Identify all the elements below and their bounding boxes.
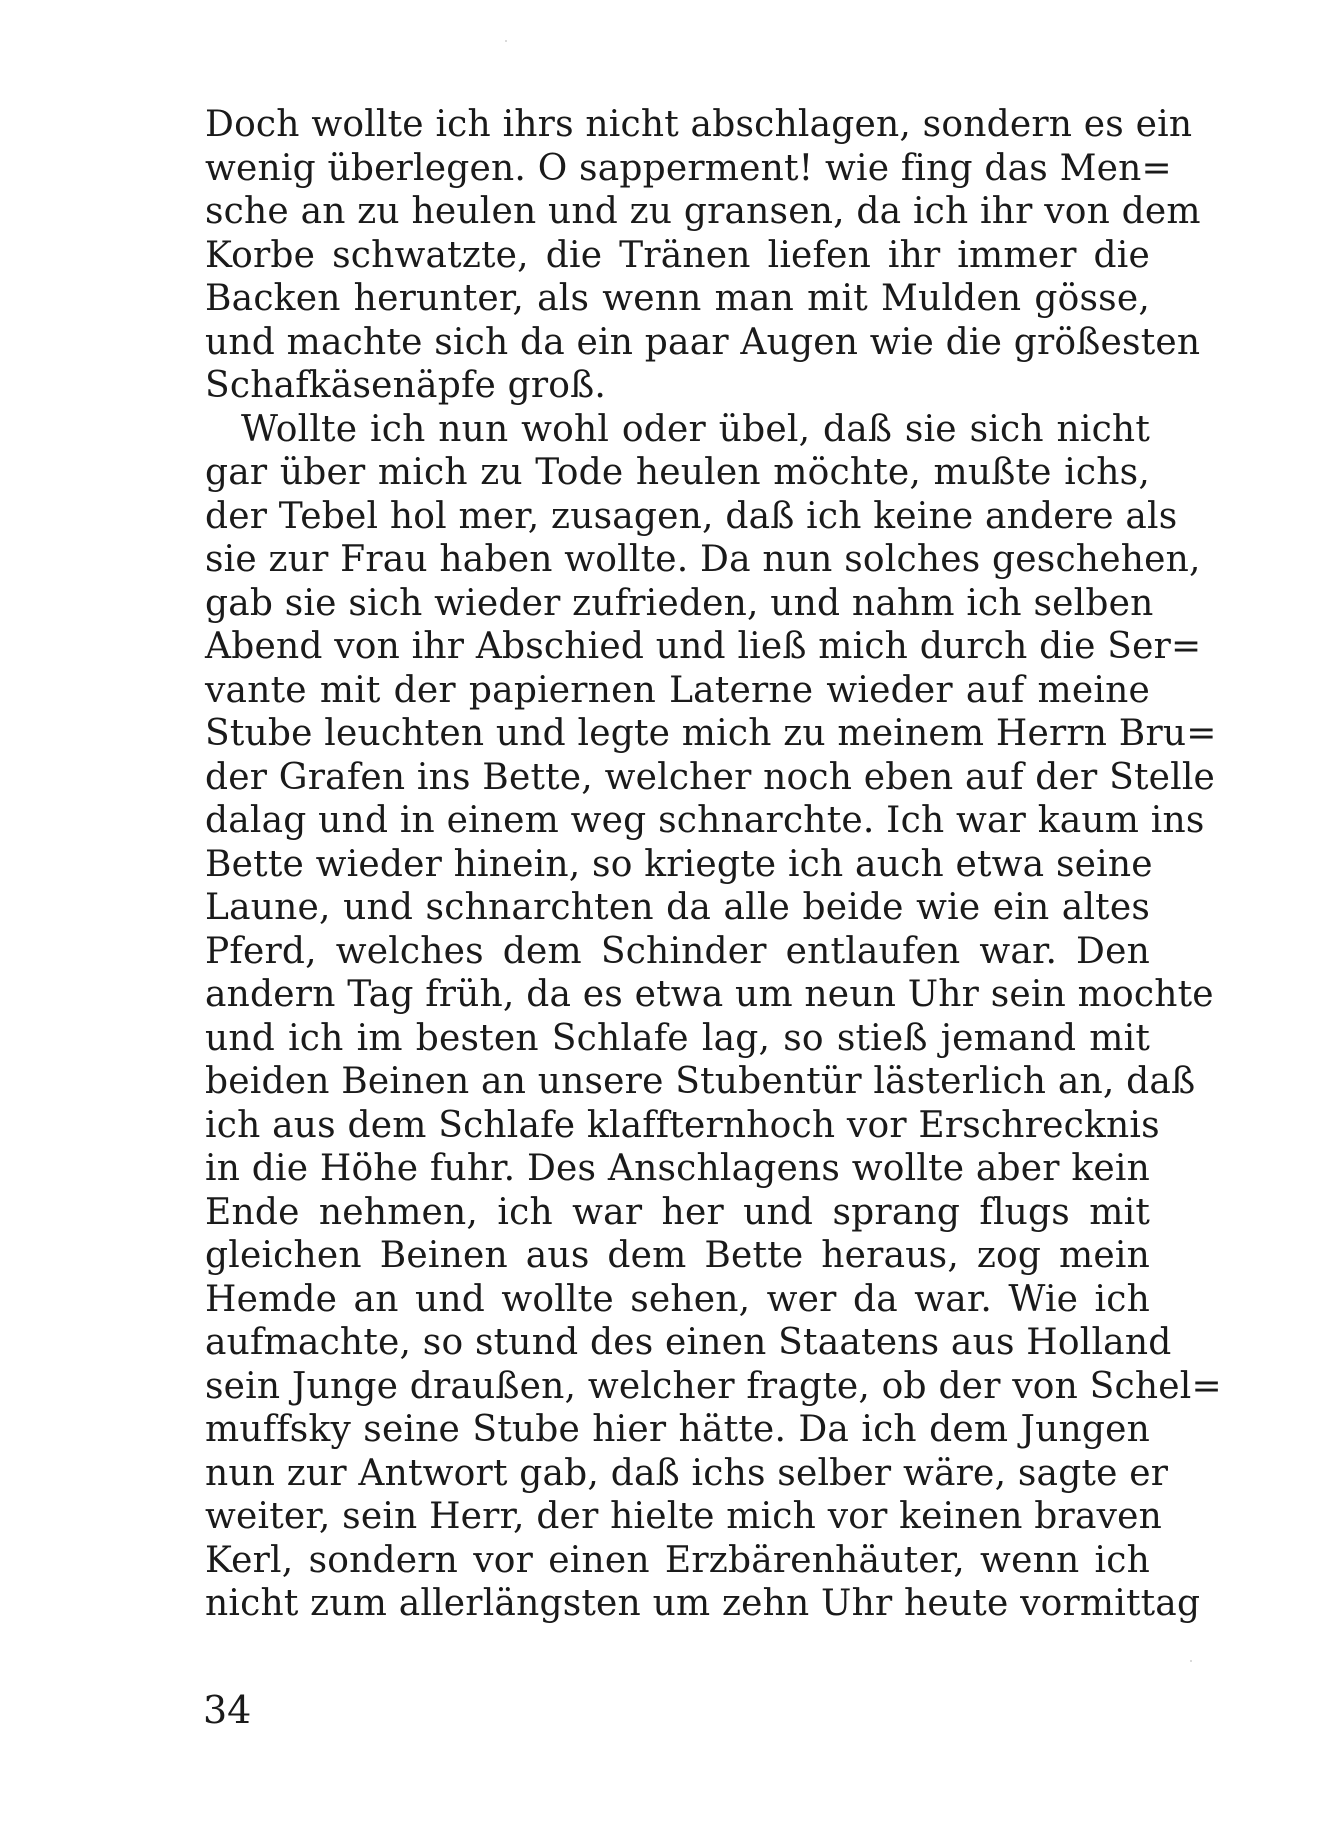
text-line: sche an zu heulen und zu gransen, da ich ihr von dem [205,191,1201,232]
text-line: der Tebel hol mer, zusagen, daß ich keine andere als [205,495,1178,537]
text-line: muffsky seine Stube hier hätte. Da ich dem Jungen [205,1409,1150,1450]
text-line: vante mit der papiernen Laterne wieder auf meine [205,669,1150,711]
text-line: gleichen Beinen aus dem Bette heraus, zog mein [205,1235,1150,1276]
body-text [205,103,1222,1626]
text-line: Laune, und schnarchten da alle beide wie ein altes [205,887,1150,928]
text-line: beiden Beinen an unsere Stubentür lästerlich an, daß [205,1061,1196,1102]
text-line: Backen herunter, als wenn man mit Mulden gösse, [205,278,1150,319]
text-line: Korbe schwatzte, die Tränen liefen ihr immer die [205,234,1150,276]
text-line: gar über mich zu Tode heulen möchte, mußte ichs, [205,452,1150,493]
page-number: 34 [203,1688,252,1732]
text-line: und ich im besten Schlafe lag, so stieß jemand mit [205,1017,1150,1059]
text-line: sie zur Frau haben wollte. Da nun solches geschehen, [205,539,1201,580]
text-line: dalag und in einem weg schnarchte. Ich war kaum ins [205,800,1205,841]
text-line: in die Höhe fuhr. Des Anschlagens wollte aber kein [205,1148,1150,1189]
text-line: der Grafen ins Bette, welcher noch eben auf der Stelle [205,756,1216,798]
text-line: Bette wieder hinein, so kriegte ich auch etwa seine [205,843,1153,885]
paper-speck [505,40,507,42]
text-line: nicht zum allerlängsten um zehn Uhr heute vormittag [205,1583,1201,1624]
text-line: Abend von ihr Abschied und ließ mich durch die Ser= [205,626,1202,667]
text-line: gab sie sich wieder zufrieden, und nahm ich selben [205,582,1154,624]
text-line: andern Tag früh, da es etwa um neun Uhr sein mochte [205,974,1214,1015]
text-line: weiter, sein Herr, der hielte mich vor keinen braven [205,1496,1163,1537]
text-line: Ende nehmen, ich war her und sprang flugs mit [205,1191,1150,1233]
text-line: Stube leuchten und legte mich zu meinem Herrn Bru= [205,713,1217,754]
text-line: Wollte ich nun wohl oder übel, daß sie sich nicht [241,408,1150,450]
text-line: Schafkäsenäpfe groß. [205,365,607,406]
text-line: aufmachte, so stund des einen Staatens aus Holland [205,1322,1172,1363]
text-line: Hemde an und wollte sehen, wer da war. Wie ich [205,1278,1150,1320]
text-line: ich aus dem Schlafe klaffternhoch vor Erschrecknis [205,1104,1160,1146]
paper-speck [1190,1660,1192,1662]
text-line: wenig überlegen. O sapperment! wie fing das Men= [205,147,1172,189]
text-line: Kerl, sondern vor einen Erzbärenhäuter, wenn ich [205,1539,1150,1581]
text-line: nun zur Antwort gab, daß ichs selber wäre, sagte er [205,1452,1169,1494]
text-line: sein Junge draußen, welcher fragte, ob der von Schel= [205,1365,1222,1407]
text-line: Doch wollte ich ihrs nicht abschlagen, sondern es ein [205,104,1193,145]
text-line: Pferd, welches dem Schinder entlaufen war. Den [205,930,1150,972]
text-line: und machte sich da ein paar Augen wie die größesten [205,321,1201,363]
